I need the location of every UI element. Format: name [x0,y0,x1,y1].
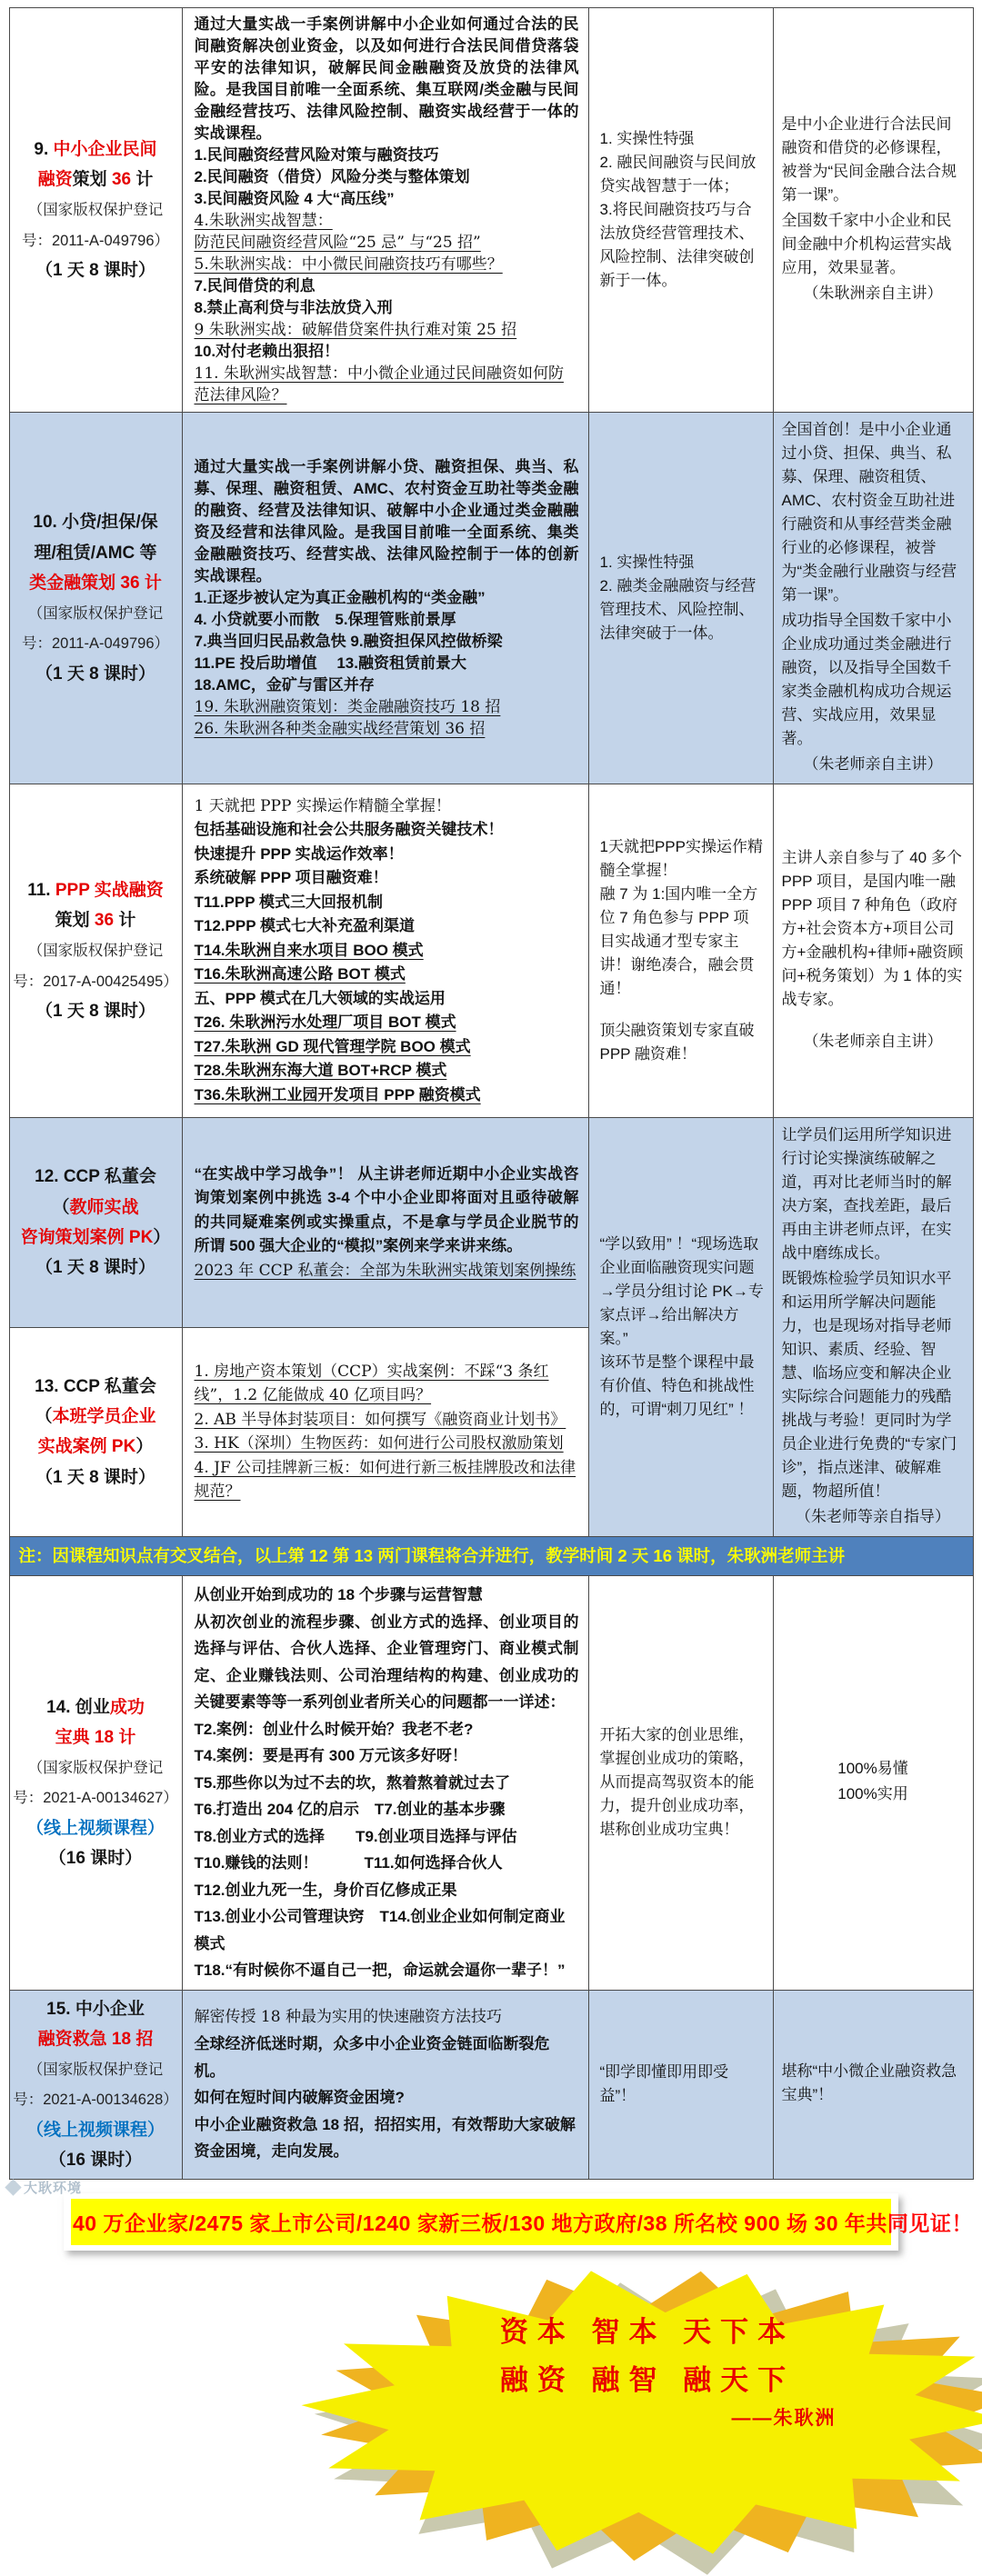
course-name-13 [9,1327,182,1537]
text-line: 从创业开始到成功的 18 个步骤与运营智慧 [195,1582,579,1609]
text-line [12,507,180,537]
text-line: 1. 实操性特强 [600,127,765,151]
text-line [12,2084,180,2114]
text-line: 1.正逐步被认定为真正金融机构的“类金融” [195,587,579,609]
course-desc-14 [182,1576,588,1991]
text-line [12,1752,180,1782]
course-features-12-13 [588,1118,773,1537]
text-line: T12.创业九死一生，身价百亿修成正果 [195,1877,579,1904]
text-line: 1 天就把 PPP 实操运作精髓全掌握！ [195,794,579,819]
text-line: T28.朱耿洲东海大道 BOT+RCP 模式 [195,1059,579,1083]
text-segment: 宝典 18 计 [55,1728,136,1747]
text-line: 防范民间融资经营风险“25 忌” 与“25 招” [195,232,579,254]
text-line: T18.“有时候你不逼自己一把，命运就会逼你一辈子！” [195,1957,579,1984]
text-segment: （国家版权保护登记 [28,2062,164,2078]
text-line [12,659,180,689]
text-line: 8.禁止高利贷与非法放贷入刑 [195,297,579,319]
text-segment: 15. 中小企业 [46,2000,145,2019]
text-line: 通过大量实战一手案例讲解小贷、融资担保、典当、私募、保理、融资租赁、AMC、农村资金互助社等类金融的融资、经营及法律知识、破解中小企业通过类金融融资及经营和法律风险。是我国目前唯一全面系统、集类金融融资技巧、经营实战、法律风险控制于一体的创新实战课程。 [195,456,579,587]
text-line: 5.朱耿洲实战：中小微民间融资技巧有哪些？ [195,254,579,275]
text-line: 10.对付老赖出狠招！ [195,341,579,363]
text-line [12,1193,180,1223]
text-line: 2. 融类金融融资与经营管理技术、风险控制、法律突破于一体。 [600,574,765,645]
course-desc-15 [182,1990,588,2180]
note-row [9,1537,973,1576]
course-catalog-page [0,7,982,2204]
text-line: 如何在短时间内破解资金困境? [195,2084,579,2112]
text-segment: （国家版权保护登记 [28,943,164,959]
slogan-signature: ——朱耿洲 [293,2403,982,2431]
course-name-15 [9,1990,182,2180]
text-line [12,1162,180,1192]
course-name-14 [9,1576,182,1991]
text-line: 让学员们运用所学知识进行讨论实操演练破解之道，再对比老师当时的解决方案，查找差距，最后再由主讲老师点评，在实战中磨练成长。 [782,1123,965,1265]
course-desc-10 [182,413,588,784]
text-line: T11.PPP 模式三大回报机制 [195,891,579,915]
text-line: 19. 朱耿洲融资策划：类金融融资技巧 18 招 [195,696,579,718]
text-line [12,1223,180,1253]
text-line [12,2115,180,2145]
course-desc-9 [182,8,588,413]
text-line [12,1813,180,1843]
text-line [12,1432,180,1462]
text-line: 既锻炼检验学员知识水平和运用所学解决问题能力，也是现场对指导老师知识、素质、经验、智慧、临场应变和解决企业实际综合问题能力的残酷挑战与考验！更同时为学员企业进行免费的“专家门诊”，指点迷津、破解难题，物超所值！ [782,1267,965,1503]
course-highlight-11 [773,784,973,1118]
text-line [12,628,180,658]
course-features-14 [588,1576,773,1991]
course-features-9 [588,8,773,413]
text-line: 解密传授 18 种最为实用的快速融资方法技巧 [195,2004,579,2032]
text-segment: 12. CCP 私董会 [35,1167,156,1186]
text-segment: 14. 创业 [46,1698,110,1717]
course-desc-11 [182,784,588,1118]
text-line: 9 朱耿洲实战：破解借贷案件执行难对策 25 招 [195,319,579,341]
text-line: T4.案例：要是再有 300 万元该多好呀！ [195,1742,579,1770]
text-line: 3.将民间融资技巧与合法放贷经营管理技术、风险控制、法律突破创新于一体。 [600,198,765,293]
course-desc-12 [182,1118,588,1328]
text-line [12,165,180,195]
text-line: 堪称“中小微企业融资救急宝典”！ [782,2060,965,2107]
course-features-15 [588,1990,773,2180]
text-segment: （16 课时） [49,2151,142,2170]
text-line [12,1692,180,1722]
text-line: 包括基础设施和社会公共服务融资关键技术！ [195,818,579,843]
text-segment: 13. CCP 私董会 [35,1377,156,1396]
text-segment: （线上视频课程） [26,2121,165,2140]
text-segment: 类金融策划 36 计 [29,574,162,593]
text-line [12,996,180,1026]
text-segment: 咨询策划案例 PK [21,1228,154,1247]
course-highlight-10 [773,413,973,784]
text-line: “在实战中学习战争”！ 从主讲老师近期中小企业实战咨询策划案例中挑选 3-4 个中小企业即将面对且亟待破解的共同疑难案例或实操重点，不是拿与学员企业脱节的所谓 500 强大企业的“模拟”案例来学来讲来练。 [195,1163,579,1259]
text-segment: （线上视频课程） [26,1819,165,1838]
course-features-10 [588,413,773,784]
text-line: 全国数千家中小企业和民间金融中介机构运营实战应用，效果显著。 [782,209,965,280]
text-segment: ） [135,1437,153,1456]
text-segment: 36 [112,170,131,189]
text-line [12,1253,180,1283]
text-segment: 号：2021-A-00134628） [13,2092,178,2108]
text-segment: 融资救急 18 招 [38,2030,154,2049]
watermark [7,2178,82,2197]
text-line: 2. 融民间融资与民间放贷实战智慧于一体； [600,151,765,198]
text-segment: 策划 [73,170,112,189]
course-name-11 [9,784,182,1118]
text-line: 3. HK（深圳）生物医药：如何进行公司股权激励策划 [195,1432,579,1456]
text-line: T5.那些你以为过不去的坎，熬着熬着就过去了 [195,1770,579,1797]
text-line: 11. 朱耿洲实战智慧：中小微企业通过民间融资如何防范法律风险？ [195,363,579,406]
text-line [12,2024,180,2054]
text-segment: 实战案例 PK [38,1437,136,1456]
merge-note: 注：因课程知识点有交叉结合，以上第 12 第 13 两门课程将合并进行，教学时间 2 天 16 课时，朱耿洲老师主讲 [9,1537,973,1576]
text-line: 该环节是整个课程中最有价值、特色和挑战性的，可谓“刺刀见红” ！ [600,1351,765,1422]
text-line: 1天就把PPP实操运作精髓全掌握！ [600,835,765,883]
course-table [9,7,974,2180]
course-name-12 [9,1118,182,1328]
course-row-14 [9,1576,973,1991]
text-line: 1. 实操性特强 [600,551,765,574]
text-segment: 理/租赁/AMC 等 [34,544,156,563]
text-line: “学以致用” ！“现场选取企业面临融资现实问题→学员分组讨论 PK→专家点评→给出解决方案。” [600,1233,765,1351]
text-line [12,538,180,568]
text-line: 4.朱耿洲实战智慧： [195,210,579,232]
text-line: 全国首创！是中小企业通过小贷、担保、典当、私募、保理、融资租赁、AMC、农村资金互助社进行融资和从事经营类金融行业的必修课程，被誉为“类金融行业融资与经营第一课”。 [782,418,965,607]
text-line: （朱耿洲亲自主讲） [782,282,965,305]
text-line: 顶尖融资策划专家直破 PPP 融资难！ [600,1019,765,1066]
testimonial-banner-frame [64,2193,898,2251]
text-line [12,1463,180,1493]
text-line: 快速提升 PPP 实战运作效率！ [195,843,579,867]
text-line [12,1843,180,1873]
text-line [12,1402,180,1432]
text-segment: 36 [95,911,114,930]
text-line: 开拓大家的创业思维，掌握创业成功的策略，从而提高驾驭资本的能力，提升创业成功率，堪称创业成功宝典！ [600,1723,765,1842]
text-segment: （国家版权保护登记 [28,1760,164,1776]
text-line: 融 7 为 1:国内唯一全方位 7 角色参与 PPP 项目实战通才型专家主讲！谢绝凑合，融会贯通！ [600,883,765,1001]
course-highlight-9 [773,8,973,413]
text-segment: （1 天 8 课时） [35,664,155,684]
text-line [12,935,180,965]
text-line: 7.典当回归民品救急快 9.融资担保风控做桥梁 [195,631,579,653]
text-segment: 号：2011-A-049796） [22,635,169,652]
text-segment: 10. 小贷/担保/保 [33,513,157,532]
text-line: T12.PPP 模式七大补充盈利渠道 [195,914,579,939]
text-line: T16.朱耿洲高速公路 BOT 模式 [195,963,579,987]
text-line: 从初次创业的流程步骤、创业方式的选择、创业项目的选择与评估、合伙人选择、企业管理窍门、商业模式制定、企业赚钱法则、公司治理结构的构建、创业成功的关键要素等等一系列创业者所关心的问题都一一详述： [195,1609,579,1716]
text-line: T13.创业小公司管理诀窍 T14.创业企业如何制定商业模式 [195,1903,579,1957]
text-line: 是中小企业进行合法民间融资和借贷的必修课程，被誉为“民间金融合法合规第一课”。 [782,113,965,207]
slogan-line-1: 资本 智本 天下本 [293,2309,982,2350]
course-highlight-14 [773,1576,973,1991]
text-line: 4. JF 公司挂牌新三板：如何进行新三板挂牌股改和法律规范？ [195,1456,579,1504]
text-line: 18.AMC，金矿与雷区并存 [195,674,579,696]
text-segment: 策划 [55,911,95,930]
course-highlight-15 [773,1990,973,2180]
text-segment: 教师实战 [70,1198,139,1217]
slogan-text [293,2267,982,2431]
text-line [12,966,180,996]
text-line: 系统破解 PPP 项目融资难！ [195,866,579,891]
text-segment: 中小企业民间 [54,140,157,159]
text-line [12,1994,180,2024]
course-desc-13 [182,1327,588,1537]
text-line [12,875,180,905]
text-line [12,1372,180,1402]
text-line [12,2054,180,2084]
text-line: 3.民间融资风险 4 大“高压线” [195,188,579,210]
text-line: 1.民间融资经营风险对策与融资技巧 [195,145,579,166]
text-line [12,255,180,285]
text-segment: 计 [131,170,153,189]
text-segment: 成功 [110,1698,145,1717]
text-line: T10.赚钱的法则！ T11.如何选择合伙人 [195,1850,579,1877]
text-line: 成功指导全国数千家中小企业成功通过类金融进行融资，以及指导全国数千家类金融机构成功合规运营、实战应用，效果显著。 [782,609,965,751]
course-row-12 [9,1118,973,1328]
text-segment: （国家版权保护登记 [28,202,164,218]
watermark-text: 大耿环境 [24,2178,82,2197]
text-segment: （1 天 8 课时） [35,261,155,280]
text-line: 通过大量实战一手案例讲解中小企业如何通过合法的民间融资解决创业资金，以及如何进行合法民间借贷落袋平安的法律知识，破解民间金融融资及放贷的法律风险。是我国目前唯一全面系统、集互联网/类金融与民间金融经营技巧、法律风险控制、融资实战经营于一体的实战课程。 [195,14,579,145]
text-segment: （1 天 8 课时） [35,1002,155,1021]
text-segment: 号：2021-A-00134627） [13,1790,178,1806]
course-row-9 [9,8,973,413]
text-line: 11.PE 投后助增值 13.融资租赁前景大 [195,653,579,674]
text-line: 7.民间借贷的利息 [195,275,579,297]
text-segment: （16 课时） [49,1849,142,1868]
text-line: 4. 小贷就要小而散 5.保理管账前景厚 [195,609,579,631]
text-line: T2.案例：创业什么时候开始？我老不老? [195,1716,579,1743]
text-segment: （ [52,1198,69,1217]
course-row-15 [9,1990,973,2180]
text-segment: ） [153,1228,170,1247]
text-line: T27.朱耿洲 GD 现代管理学院 BOO 模式 [195,1035,579,1060]
text-line [12,225,180,255]
course-row-10 [9,413,973,784]
text-line: 26. 朱耿洲各种类金融实战经营策划 36 招 [195,718,579,740]
course-highlight-12-13 [773,1118,973,1537]
course-row-11 [9,784,973,1118]
text-segment: （ [35,1407,52,1426]
text-segment: （1 天 8 课时） [35,1258,155,1277]
text-line [12,1722,180,1752]
course-features-11 [588,784,773,1118]
text-segment: 本班学员企业 [53,1407,156,1426]
text-line: 2.民间融资（借贷）风险分类与整体策划 [195,166,579,188]
text-line: （朱老师亲自主讲） [782,1030,965,1053]
text-segment: 号：2011-A-049796） [22,233,169,249]
text-line: 1. 房地产资本策划（CCP）实战案例：不踩“3 条红线”，1.2 亿能做成 40 亿项目吗？ [195,1360,579,1408]
text-line: T8.创业方式的选择 T9.创业项目选择与评估 [195,1823,579,1851]
text-line: （朱老师亲自主讲） [782,753,965,776]
text-segment: 号：2017-A-00425495） [13,973,178,990]
text-line [12,598,180,628]
text-line: 五、PPP 模式在几大领域的实战运用 [195,987,579,1012]
text-segment: （国家版权保护登记 [28,605,164,622]
slogan-starburst-zone [0,2251,982,2460]
text-line [12,135,180,165]
text-line: “即学即懂即用即受益”！ [600,2061,765,2108]
text-segment: （1 天 8 课时） [35,1468,155,1487]
text-line [12,1782,180,1812]
text-segment: 11. [27,881,55,900]
text-line: 2023 年 CCP 私董会：全部为朱耿洲实战策划案例操练 [195,1259,579,1283]
testimonial-banner: 40 万企业家/2475 家上市公司/1240 家新三板/130 地方政府/38 所名校 900 场 30 年共同见证！ [71,2199,891,2245]
text-segment: 9. [34,140,53,159]
text-line: T36.朱耿洲工业园开发项目 PPP 融资模式 [195,1083,579,1108]
text-line [12,2145,180,2175]
course-name-9 [9,8,182,413]
text-line: T14.朱耿洲自来水项目 BOO 模式 [195,939,579,964]
watermark-logo-icon [5,2179,21,2195]
text-line: 100%易懂 [782,1757,965,1781]
text-line [12,568,180,598]
text-line [12,195,180,225]
text-segment: PPP 实战融资 [55,881,164,900]
text-line: 100%实用 [782,1782,965,1806]
text-line: 主讲人亲自参与了 40 多个 PPP 项目，是国内唯一融 PPP 项目 7 种角色（政府方+社会资本方+项目公司方+金融机构+律师+融资顾问+税务策划）为 1 体的实战专家。 [782,846,965,1012]
slogan-line-2: 融资 融智 融天下 [293,2357,982,2398]
text-segment: 计 [114,911,135,930]
text-segment: 融资 [38,170,73,189]
text-line: 2. AB 半导体封装项目：如何撰写《融资商业计划书》 [195,1408,579,1433]
text-line: T26. 朱耿洲污水处理厂项目 BOT 模式 [195,1011,579,1035]
text-line: 中小企业融资救急 18 招，招招实用，有效帮助大家破解资金困境，走向发展。 [195,2112,579,2165]
text-line: （朱老师等亲自指导） [782,1505,965,1529]
text-line [12,905,180,935]
text-line: T6.打造出 204 亿的启示 T7.创业的基本步骤 [195,1796,579,1823]
course-name-10 [9,413,182,784]
text-line: 全球经济低迷时期，众多中小企业资金链面临断裂危机。 [195,2031,579,2084]
